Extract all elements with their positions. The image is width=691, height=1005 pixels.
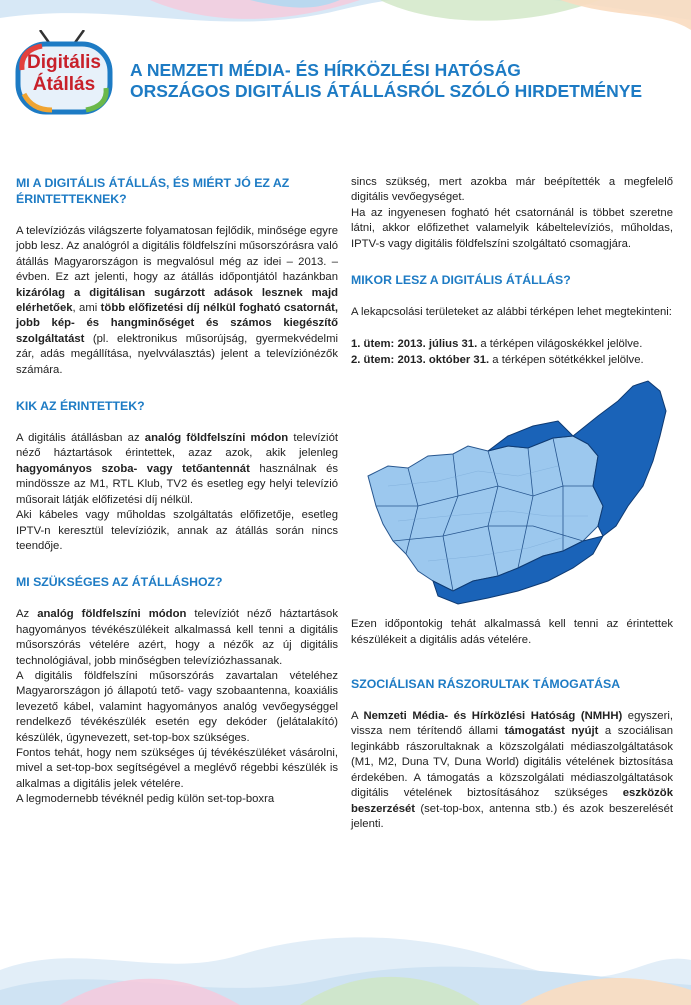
decorative-swirl-bottom <box>0 910 691 1005</box>
logo-text-line2: Átállás <box>32 74 96 95</box>
section-who-paragraph: A digitális átállásban az analóg földfelszíni módon televíziót néző háztartások érintettek, azaz azok, akik jelenleg hagyományos szoba- vagy tetőantennát használnak és mindössze az M1, RTL Klub, TV2 és esetleg egy helyi televízió műsorait látják előfizetési díj nélkül. <box>16 432 338 506</box>
digitalis-atallas-logo <box>12 30 116 116</box>
section-what-paragraph: A televíziózás világszerte folyamatosan fejlődik, minősége egyre jobb lesz. Az analógról a digitális földfelszíni műsorszórásra való átállás Magyarországon is megvalósul még az idei – 2013. – évben. Ez azt jelenti, hogy az átállás időpontjától hazánkban kizárólag a digitálisan sugárzott adások lesznek majd elérhetőek, ami több előfizetési díj nélkül fogható csatornát, jobb kép- és hangminőséget és számos kiegészítő szolgáltatást (pl. elektronikus műsorújság, gyermekvédelmi zár, adás megállítása, nyelvválasztás) jelent a televíziónézők számára. <box>16 225 338 376</box>
stage-1-line: 1. ütem: 2013. július 31. a térképen világoskékkel jelölve. <box>351 338 643 351</box>
stage-2-line: 2. ütem: 2013. október 31. a térképen sötétkékkel jelölve. <box>351 353 644 366</box>
section-who-paragraph-2: Aki kábeles vagy műholdas szolgáltatás előfizetője, esetleg IPTV-n keresztül televíziózik, annak az átállás során nincs teendője. <box>16 509 338 552</box>
section-needed-paragraph: Az analóg földfelszíni módon televíziót néző háztartások hagyományos tévékészülékeit alkalmassá kell tenni a digitális műsorszórás vételére azért, hogy a nézők az új digitális technológiával, jobb minőségben televíziózhassanak. <box>16 608 338 667</box>
title-line1: A NEMZETI MÉDIA- ÉS HÍRKÖZLÉSI HATÓSÁG <box>130 60 521 80</box>
section-needed-continued-paragraph: sincs szükség, mert azokba már beépítették a megfelelő digitális vevőegységet. <box>351 176 673 204</box>
left-column <box>16 175 338 808</box>
after-map-paragraph: Ezen időpontokig tehát alkalmassá kell tenni az érintettek készülékeit a digitális adás vételére. <box>351 618 673 646</box>
section-heading-what: MI A DIGITÁLIS ÁTÁLLÁS, ÉS MIÉRT JÓ EZ AZ ÉRINTETTEKNEK? <box>16 176 290 206</box>
section-heading-when: MIKOR LESZ A DIGITÁLIS ÁTÁLLÁS? <box>351 273 571 288</box>
section-heading-needed: MI SZÜKSÉGES AZ ÁTÁLLÁSHOZ? <box>16 575 223 590</box>
hungary-map <box>348 376 673 611</box>
right-column <box>351 175 673 832</box>
section-needed-continued-paragraph-2: Ha az ingyenesen fogható hét csatornánál is többet szeretne látni, akkor előfizethet valamelyik kábeltelevíziós, műholdas, IPTV-s vagy digitális földfelszíni szolgáltató csomagjára. <box>351 206 673 250</box>
section-needed-paragraph-2: A digitális földfelszíni műsorszórás zavartalan vételéhez Magyarországon jó állapotú tető- vagy szobaantenna, koaxiális levezető kábel, valamint hagyományos analóg vevőegységgel rendelkező tévékészülék esetén egy dekóder (jelátalakító) készülék, úgynevezett, set-top-box szükséges. <box>16 669 338 744</box>
title-line2: ORSZÁGOS DIGITÁLIS ÁTÁLLÁSRÓL SZÓLÓ HIRDETMÉNYE <box>130 81 643 101</box>
section-heading-who: KIK AZ ÉRINTETTEK? <box>16 399 145 414</box>
section-when-paragraph: A lekapcsolási területeket az alábbi térképen lehet megtekinteni: <box>351 306 672 319</box>
page-title <box>130 60 670 102</box>
section-needed-paragraph-3: Fontos tehát, hogy nem szükséges új tévékészüléket vásárolni, mivel a set-top-box segítségével a meglévő régebbi készülék is alkalmas a digitális jelek vételére. <box>16 746 338 790</box>
section-support-paragraph: A Nemzeti Média- és Hírközlési Hatóság (NMHH) egyszeri, vissza nem térítendő állami támogatást nyújt a szociálisan leginkább rászorultaknak a közszolgálati médiaszolgáltatások (M1, M2, Duna TV, Duna World) digitális vételének biztosítása érdekében. A támogatás a közszolgálati médiaszolgáltatások digitális vételének biztosításához szükséges eszközök beszerzését (set-top-box, antenna stb.) és azok beszerelését jelenti. <box>351 710 673 830</box>
logo-text-line1: Digitális <box>27 52 101 73</box>
section-heading-support: SZOCIÁLISAN RÁSZORULTAK TÁMOGATÁSA <box>351 677 621 692</box>
section-needed-paragraph-4: A legmodernebb tévéknél pedig külön set-top-boxra <box>16 793 275 806</box>
